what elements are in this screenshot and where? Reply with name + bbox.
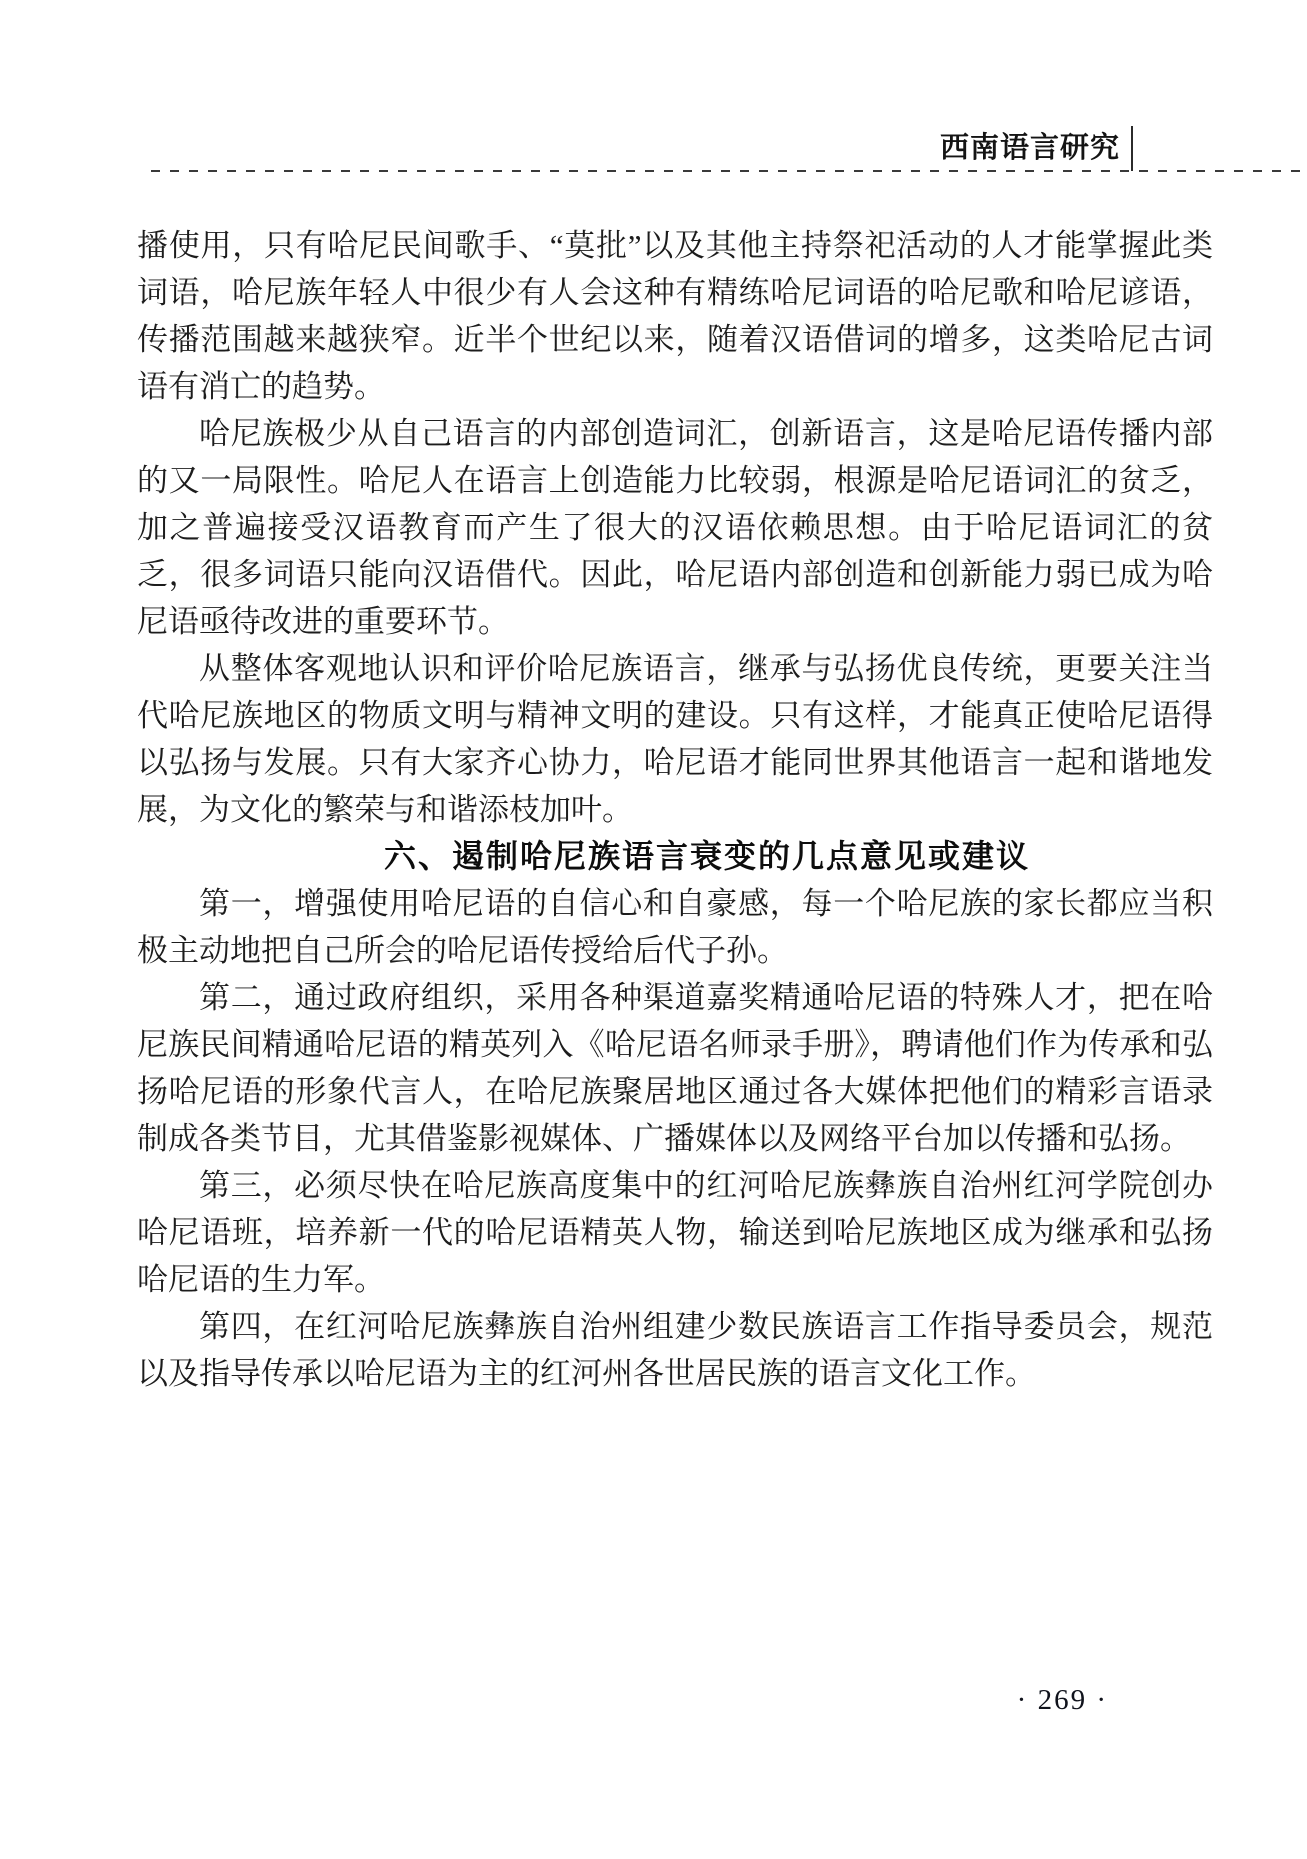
header-divider-bar: [1131, 126, 1133, 171]
page-body: [137, 222, 1213, 1397]
header-dashed-rule: [151, 170, 1307, 172]
body-paragraph: 从整体客观地认识和评价哈尼族语言，继承与弘扬优良传统，更要关注当代哈尼族地区的物质文明与精神文明的建设。只有这样，才能真正使哈尼语得以弘扬与发展。只有大家齐心协力，哈尼语才能同世界其他语言一起和谐地发展，为文化的繁荣与和谐添枝加叶。: [137, 651, 1213, 827]
body-paragraph: 播使用，只有哈尼民间歌手、“莫批”以及其他主持祭祀活动的人才能掌握此类词语，哈尼族年轻人中很少有人会这种有精练哈尼词语的哈尼歌和哈尼谚语，传播范围越来越狭窄。近半个世纪以来，随着汉语借词的增多，这类哈尼古词语有消亡的趋势。: [137, 228, 1213, 404]
body-paragraph: 第一，增强使用哈尼语的自信心和自豪感，每一个哈尼族的家长都应当积极主动地把自己所会的哈尼语传授给后代子孙。: [137, 886, 1213, 968]
section-heading: 六、遏制哈尼族语言衰变的几点意见或建议: [383, 838, 1030, 874]
page-number: · 269 ·: [1016, 1684, 1108, 1716]
body-paragraph: 第二，通过政府组织，采用各种渠道嘉奖精通哈尼语的特殊人才，把在哈尼族民间精通哈尼语的精英列入《哈尼语名师录手册》，聘请他们作为传承和弘扬哈尼语的形象代言人，在哈尼族聚居地区通过各大媒体把他们的精彩言语录制成各类节目，尤其借鉴影视媒体、广播媒体以及网络平台加以传播和弘扬。: [137, 980, 1213, 1156]
body-paragraph: 第三，必须尽快在哈尼族高度集中的红河哈尼族彝族自治州红河学院创办哈尼语班，培养新一代的哈尼语精英人物，输送到哈尼族地区成为继承和弘扬哈尼语的生力军。: [137, 1168, 1213, 1297]
body-paragraph: 第四，在红河哈尼族彝族自治州组建少数民族语言工作指导委员会，规范以及指导传承以哈尼语为主的红河州各世居民族的语言文化工作。: [137, 1309, 1213, 1391]
journal-title: 西南语言研究: [939, 132, 1120, 164]
body-paragraph: 哈尼族极少从自己语言的内部创造词汇，创新语言，这是哈尼语传播内部的又一局限性。哈尼人在语言上创造能力比较弱，根源是哈尼语词汇的贫乏，加之普遍接受汉语教育而产生了很大的汉语依赖思想。由于哈尼语词汇的贫乏，很多词语只能向汉语借代。因此，哈尼语内部创造和创新能力弱已成为哈尼语亟待改进的重要环节。: [137, 416, 1213, 639]
